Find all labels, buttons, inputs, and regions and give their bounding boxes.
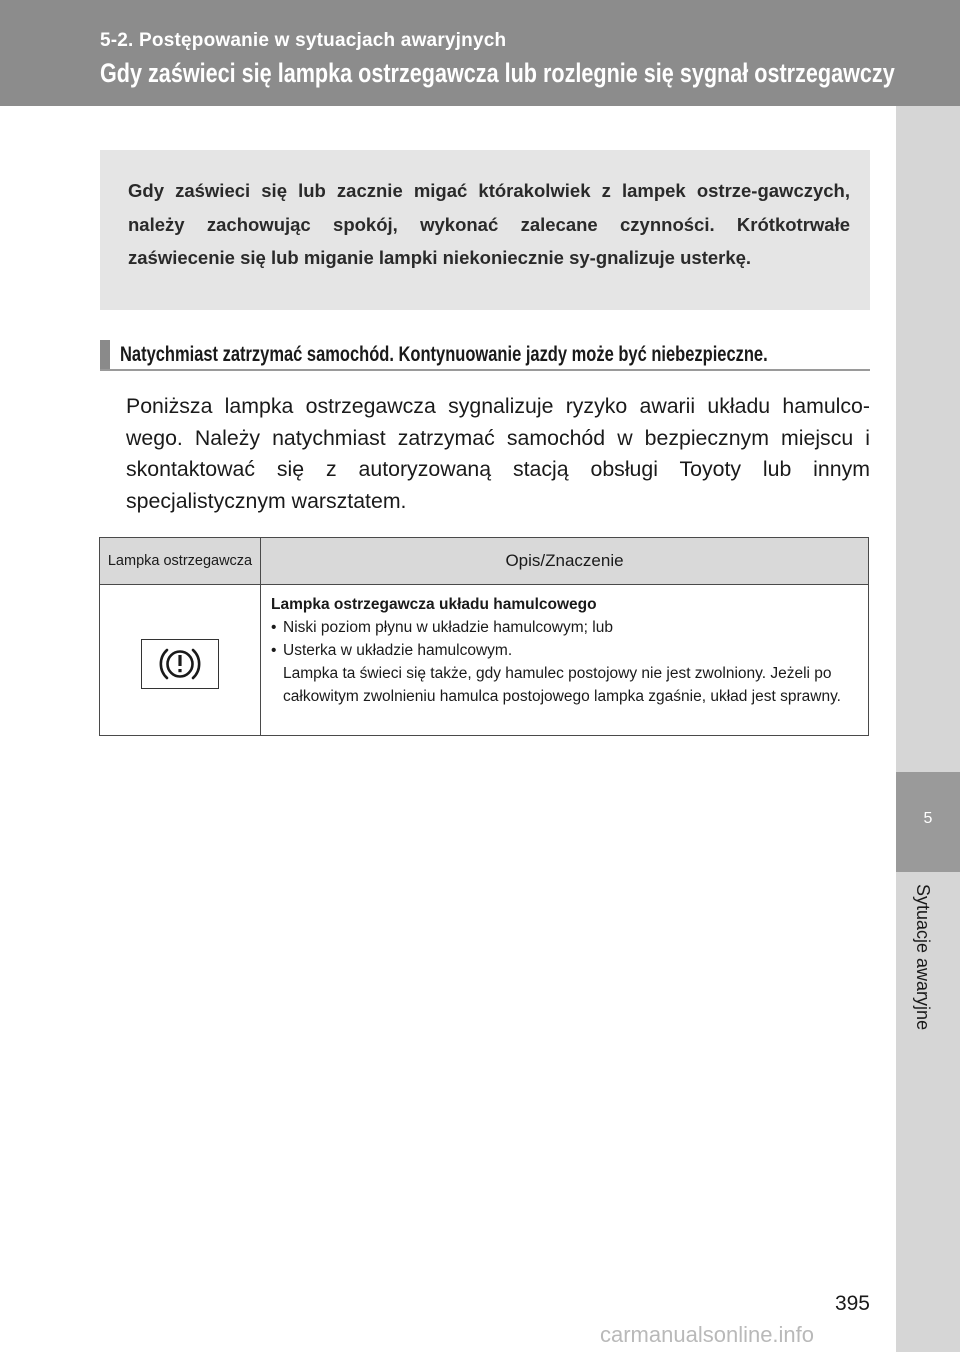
column-header-description: Opis/Znaczenie [261,538,869,585]
lamp-cause-list [271,616,858,662]
table-row [100,585,869,736]
chapter-number: 5 [923,810,933,827]
list-item-text: Usterka w układzie hamulcowym. [283,642,513,659]
bullet-mark: • [271,642,277,659]
body-paragraph: Poniższa lampka ostrzegawcza sygnalizuje ryzyko awarii układu hamulco-wego. Należy natychmiast zatrzymać samochód w bezpiecznym miejscu i skontaktować się z autoryzowaną stacją obsługi Toyoty lub innym specjalistycznym warsztatem. [126,394,870,513]
bullet-mark: • [271,619,277,636]
intro-text: Gdy zaświeci się lub zacznie migać którakolwiek z lampek ostrze-gawczych, należy zachowując spokój, wykonać zalecane czynności. Krótkotrwałe zaświecenie się lub miganie lampki niekoniecznie sy-gnalizuje usterkę. [128,180,850,268]
page-number: 395 [834,1292,870,1315]
lamp-description-cell [261,585,869,736]
page-header [0,0,960,106]
section-heading: 5-2. Postępowanie w sytuacjach awaryjnych [100,30,507,51]
list-item [271,616,858,639]
lamp-title: Lampka ostrzegawcza układu hamulcowego [271,596,597,613]
watermark: carmanualsonline.info [600,1322,815,1347]
page-title: Gdy zaświeci się lampka ostrzegawcza lub rozlegnie się sygnał ostrzegawczy [100,58,895,88]
warning-lamp-table [99,537,869,736]
lamp-note: Lampka ta świeci się także, gdy hamulec postojowy nie jest zwolniony. Jeżeli po całkowitym zwolnieniu hamulca postojowego lampka zgaśnie, układ jest sprawny. [283,665,841,705]
intro-box [100,150,870,310]
heading-marker [100,340,110,369]
list-item-text: Niski poziom płynu w układzie hamulcowym; lub [283,619,613,636]
brake-warning-icon [141,639,219,689]
chapter-label: Sytuacje awaryjne [913,884,933,1031]
warning-heading-text: Natychmiast zatrzymać samochód. Kontynuowanie jazdy może być niebezpieczne. [120,343,768,366]
list-item [271,639,858,662]
table-header-row [100,538,869,585]
column-header-lamp: Lampka ostrzegawcza [100,538,261,585]
lamp-icon-cell [100,585,261,736]
chapter-side-strip [896,106,960,1352]
warning-heading-bar [100,340,870,371]
